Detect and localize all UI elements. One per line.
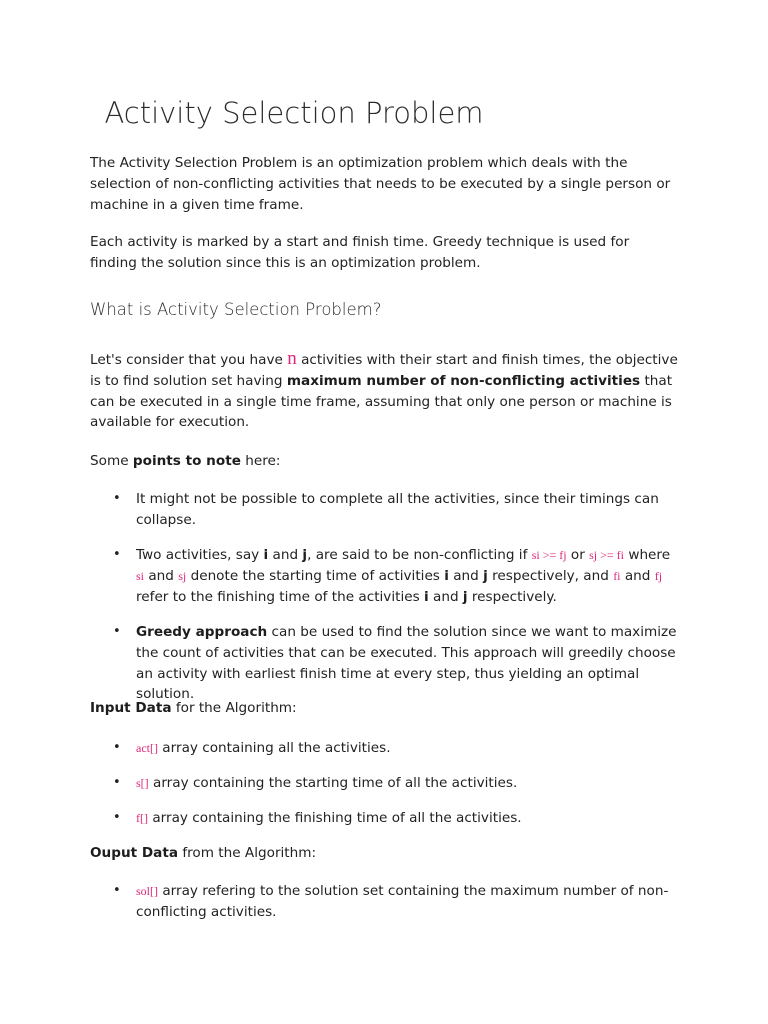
inline-code: fj (654, 568, 663, 583)
point-2-text: and (268, 547, 303, 563)
var-j: j (462, 588, 468, 605)
page-title: Activity Selection Problem (104, 96, 484, 130)
points-intro-before: Some (90, 453, 133, 469)
var-i: i (263, 547, 269, 563)
input-heading-bold: Input Data (90, 700, 172, 716)
var-j: j (302, 547, 308, 563)
point-2-text: and (144, 567, 179, 584)
consider-text-1: Let's consider that you have (90, 352, 288, 368)
input-item-text: array containing the starting time of all the activities. (148, 775, 518, 791)
variable-n: n (287, 348, 297, 369)
point-2-text: respectively, and (487, 567, 614, 584)
list-item (90, 622, 680, 705)
consider-text-3: that can be executed in a single time frame, assuming that only one person or machine is available for execution. (90, 372, 673, 431)
points-intro-after: here: (240, 453, 281, 469)
inline-code: sj (178, 568, 187, 583)
input-heading (90, 698, 680, 719)
list-item (90, 545, 680, 607)
section-heading: What is Activity Selection Problem? (90, 300, 382, 319)
point-2-text: and (620, 567, 655, 584)
inline-code: f[] (136, 811, 148, 825)
var-i: i (444, 567, 449, 584)
point-2-text: refer to the finishing time of the activities (136, 588, 424, 605)
var-i: i (424, 588, 429, 605)
var-j: j (483, 567, 488, 584)
input-item-text: array containing all the activities. (157, 740, 391, 756)
output-heading-bold: Ouput Data (90, 845, 179, 861)
point-2-text: and (448, 567, 484, 584)
list-item (90, 489, 680, 531)
output-item-text: array refering to the solution set containing the maximum number of non-conflicting activities. (136, 883, 669, 920)
input-heading-rest: for the Algorithm: (171, 700, 297, 716)
point-1-text: It might not be possible to complete all the activities, since their timings can collapse. (136, 491, 659, 528)
inline-code: fi (613, 568, 621, 583)
consider-text-2: activities with their start and finish times, the objective is to find solution set having (90, 352, 678, 389)
output-heading (90, 843, 680, 864)
inline-code: sj >= fi (589, 548, 624, 562)
list-item (90, 773, 680, 794)
consider-bold: maximum number of non-conflicting activities (286, 372, 641, 389)
list-item (90, 738, 680, 759)
intro-paragraph-1: The Activity Selection Problem is an optimization problem which deals with the selection of non-conflicting activities that needs to be executed by a single person or machine in a given time frame. (90, 155, 671, 213)
point-2-text: or (566, 547, 590, 563)
consider-paragraph (90, 350, 680, 433)
point-2-text: and (428, 588, 463, 605)
inline-code: si >= fj (531, 548, 567, 562)
points-intro (90, 451, 680, 472)
greedy-bold: Greedy approach (136, 624, 268, 640)
point-3-text: can be used to find the solution since we want to maximize the count of activities that can be executed. This approach will greedily choose an activity with earliest finish time at every step, thus yielding an optimal solution. (136, 624, 677, 703)
list-item (90, 881, 680, 923)
point-2-text: Two activities, say (136, 547, 264, 563)
output-heading-rest: from the Algorithm: (178, 845, 317, 861)
inline-code: sol[] (136, 884, 158, 898)
inline-code: s[] (136, 776, 149, 790)
input-item-text: array containing the finishing time of all the activities. (148, 810, 522, 826)
points-intro-bold: points to note (132, 453, 241, 469)
point-2-text: where (624, 547, 671, 563)
point-2-text: respectively. (467, 588, 557, 605)
point-2-text: , are said to be non-conflicting if (307, 547, 532, 563)
inline-code: si (136, 568, 145, 583)
point-2-text: denote the starting time of activities (186, 567, 445, 584)
list-item (90, 808, 680, 829)
intro-paragraph-2: Each activity is marked by a start and finish time. Greedy technique is used for finding the solution since this is an optimization problem. (90, 234, 630, 271)
inline-code: act[] (136, 741, 158, 755)
